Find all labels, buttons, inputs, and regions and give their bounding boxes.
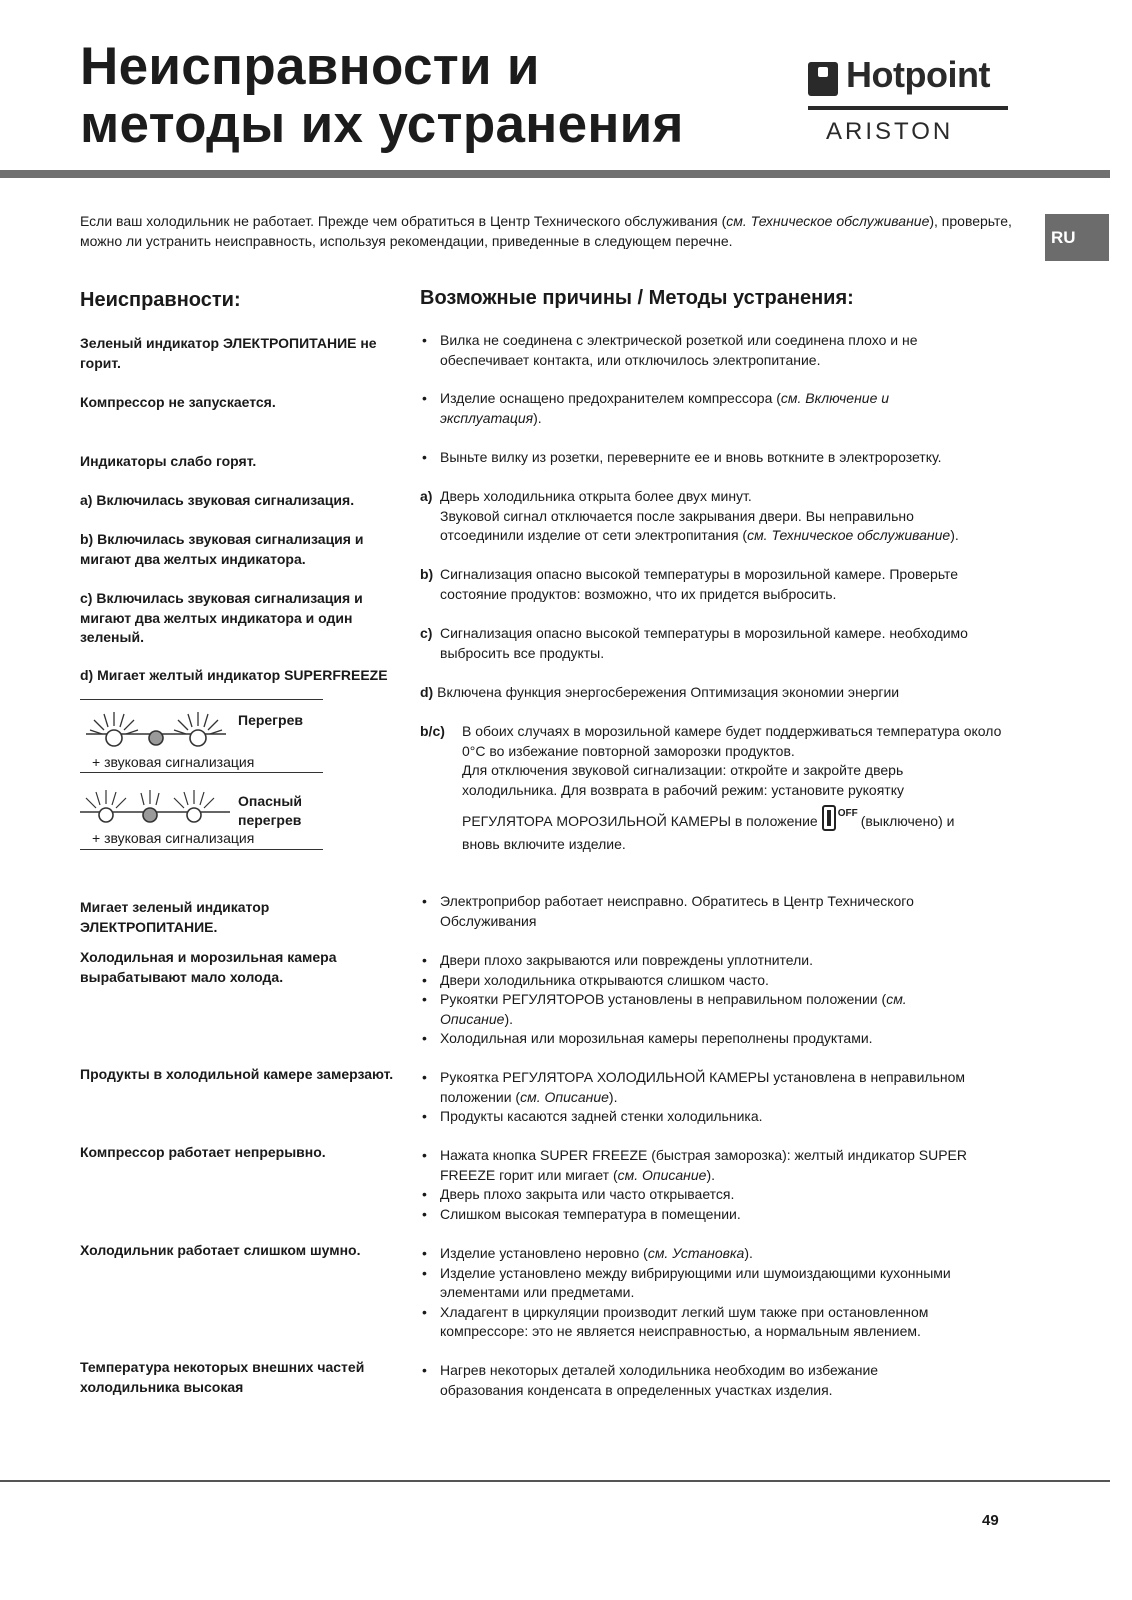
overheat-note: + звуковая сигнализация xyxy=(92,754,255,770)
brand-name: Hotpoint xyxy=(846,54,990,95)
overheat-indicators-icon xyxy=(86,706,226,752)
problem-power-indicator-blinks: Мигает зеленый индикатор ЭЛЕКТРОПИТАНИЕ. xyxy=(80,899,270,935)
solution-bc-text-4: (выключено) и xyxy=(860,813,955,829)
problem-indicators-dim: Индикаторы слабо горят. xyxy=(80,453,257,469)
problem-low-cooling: Холодильная и морозильная камера вырабатывают мало холода. xyxy=(80,949,337,985)
solution-10-item-2: • Продукты касаются задней стенки холодильника. xyxy=(420,1107,1010,1127)
problem-alarm-b: b) Включилась звуковая сигнализация и мигают два желтых индикатора. xyxy=(80,531,364,567)
problems-heading: Неисправности: xyxy=(80,289,241,311)
solution-2-ref: см. Включение и эксплуатация xyxy=(440,390,890,426)
solution-12-item-2: • Изделие установлено между вибрирующими или шумоиздающими кухонными элементами или предметами. xyxy=(420,1264,990,1303)
solution-10 xyxy=(420,1068,1010,1127)
solution-12 xyxy=(420,1244,990,1342)
solution-9-item-1: • Двери плохо закрываются или повреждены уплотнители. xyxy=(420,951,960,971)
page-title-line-2: методы их устранения xyxy=(80,95,684,154)
solution-a-key: a) xyxy=(420,488,433,504)
solution-13-item: • Нагрев некоторых деталей холодильника необходим во избежание образования конденсата в определенных участках изделия. xyxy=(420,1361,940,1400)
freezer-knob-icon xyxy=(822,805,836,831)
page-title-line-1: Неисправности и xyxy=(80,37,540,96)
solution-8 xyxy=(420,892,980,931)
solution-11 xyxy=(420,1146,1010,1224)
brand-mark-icon xyxy=(808,62,838,96)
solution-2 xyxy=(420,389,960,428)
solution-bc-line-2: Для отключения звуковой сигнализации: откройте и закройте дверь холодильника. Для возврата в рабочий режим: установите рукоятку xyxy=(462,762,904,798)
solution-12-end-1: ). xyxy=(744,1245,753,1261)
solution-2-end: ). xyxy=(533,409,542,426)
solution-a xyxy=(420,487,1010,546)
solution-12-ref-1: см. Установка xyxy=(647,1245,745,1261)
page-title xyxy=(80,38,780,154)
solution-9 xyxy=(420,951,960,1049)
brand-rule xyxy=(808,106,1008,110)
solution-b-item xyxy=(420,565,960,604)
footer-divider xyxy=(0,1480,1110,1482)
solution-2-item xyxy=(420,389,960,428)
solution-d-text: Включена функция энергосбережения Оптимизация экономии энергии xyxy=(437,684,900,700)
solution-10-end-1: ). xyxy=(608,1088,618,1105)
solution-a-item xyxy=(420,487,1010,546)
solution-a-line-2 xyxy=(440,507,1000,546)
solution-bc-item xyxy=(420,722,1010,854)
overheat-label: Перегрев xyxy=(238,712,303,728)
indicator-table-top-rule xyxy=(80,699,323,700)
danger-led-middle xyxy=(141,790,159,822)
solution-11-item-1 xyxy=(420,1146,1010,1185)
solution-bc-key: b/c) xyxy=(420,723,445,739)
solution-a-end: ). xyxy=(950,527,959,543)
indicator-table-mid-rule xyxy=(80,772,323,773)
solution-8-item: • Электроприбор работает неисправно. Обратитесь в Центр Технического Обслуживания xyxy=(420,892,980,931)
solution-c-item xyxy=(420,624,1010,663)
solution-bc-text-3: РЕГУЛЯТОРА МОРОЗИЛЬНОЙ КАМЕРЫ в положение xyxy=(462,813,818,829)
solution-3 xyxy=(420,448,1010,468)
danger-overheat-indicators-icon xyxy=(80,782,230,828)
danger-led-right xyxy=(174,790,214,822)
page-number: 49 xyxy=(982,1512,999,1529)
solution-b xyxy=(420,565,960,604)
danger-overheat-label: Опасный перегрев xyxy=(238,793,302,828)
intro-text: Если ваш холодильник не работает. Прежде чем обратиться в Центр Технического обслуживания ( xyxy=(80,213,727,229)
solution-13 xyxy=(420,1361,940,1400)
language-badge: RU xyxy=(1045,214,1109,261)
solution-1 xyxy=(420,331,980,370)
solution-9-item-2: • Двери холодильника открываются слишком часто. xyxy=(420,971,960,991)
solution-b-text: Сигнализация опасно высокой температуры в морозильной камере. Проверьте состояние продуктов: возможно, что их придется выбросить. xyxy=(440,566,959,602)
solution-11-end-1: ). xyxy=(706,1166,716,1183)
solution-9-end-3: ). xyxy=(504,1010,514,1027)
solution-9-item-3 xyxy=(420,990,960,1029)
solution-10-text-1: Рукоятка РЕГУЛЯТОРА ХОЛОДИЛЬНОЙ КАМЕРЫ установлена в неправильном положении ( xyxy=(440,1069,966,1105)
solution-1-item: • Вилка не соединена с электрической розеткой или соединена плохо и не обеспечивает контакта, или отключилось электропитание. xyxy=(420,331,980,370)
solution-d xyxy=(420,683,1010,703)
intro-text-end: ), проверьте, можно ли устранить неисправность, используя рекомендации, приведенные в следующем перечне. xyxy=(80,213,1012,249)
solution-11-item-3: • Слишком высокая температура в помещении. xyxy=(420,1205,1010,1225)
indicator-table-bottom-rule xyxy=(80,849,323,850)
solution-12-item-3: • Хладагент в циркуляции производит легкий шум также при остановленном компрессоре: это не является неисправностью, а нормальным явлением. xyxy=(420,1303,990,1342)
intro-paragraph xyxy=(80,211,1040,251)
problem-food-freezing: Продукты в холодильной камере замерзают. xyxy=(80,1066,394,1082)
danger-overheat-note: + звуковая сигнализация xyxy=(92,830,255,846)
solution-a-text: Звуковой сигнал отключается после закрывания двери. Вы неправильно отсоединили изделие от сети электропитания ( xyxy=(440,507,914,543)
problem-power-indicator-off: Зеленый индикатор ЭЛЕКТРОПИТАНИЕ не горит. xyxy=(80,335,377,371)
solution-d-key: d) xyxy=(420,684,434,700)
solution-a-ref: см. Техническое обслуживание xyxy=(747,527,951,543)
solution-bc-line-3 xyxy=(462,804,1010,832)
solution-bc-line-1: В обоих случаях в морозильной камере будет поддерживаться температура около 0°С во избежание повторной заморозки продуктов. xyxy=(462,723,1002,759)
solution-10-ref-1: см. Описание xyxy=(520,1088,609,1105)
brand-sub: ARISTON xyxy=(826,118,954,145)
solution-c-text: Сигнализация опасно высокой температуры в морозильной камере. необходимо выбросить все продукты. xyxy=(440,625,968,661)
intro-ref: см. Техническое обслуживание xyxy=(726,213,930,229)
solution-3-item: • Выньте вилку из розетки, переверните ее и вновь воткните в электророзетку. xyxy=(420,448,1010,468)
problem-alarm-c: c) Включилась звуковая сигнализация и мигают два желтых индикатора и один зеленый. xyxy=(80,590,363,645)
solution-c xyxy=(420,624,1010,663)
off-label: OFF xyxy=(837,808,858,819)
header-divider xyxy=(0,170,1110,178)
solution-a-line-1: Дверь холодильника открыта более двух минут. xyxy=(440,488,752,504)
solution-10-item-1 xyxy=(420,1068,1010,1107)
solution-bc-line-5: вновь включите изделие. xyxy=(462,835,626,852)
solution-12-item-1 xyxy=(420,1244,990,1264)
solution-bc xyxy=(420,722,1010,854)
problem-compressor-continuous: Компрессор работает непрерывно. xyxy=(80,1144,326,1160)
indicator-led-middle xyxy=(149,731,163,745)
solution-9-item-4: • Холодильная или морозильная камеры переполнены продуктами. xyxy=(420,1029,960,1049)
solution-2-text: Изделие оснащено предохранителем компрессора ( xyxy=(440,390,781,406)
solutions-heading: Возможные причины / Методы устранения: xyxy=(420,287,854,309)
problem-hot-external-parts: Температура некоторых внешних частей холодильника высокая xyxy=(80,1359,365,1395)
brand-logo xyxy=(808,54,1008,148)
solution-b-key: b) xyxy=(420,566,434,582)
problem-superfreeze-d: d) Мигает желтый индикатор SUPERFREEZE xyxy=(80,667,388,683)
problem-compressor-not-start: Компрессор не запускается. xyxy=(80,394,276,410)
solution-c-key: c) xyxy=(420,625,433,641)
danger-led-left xyxy=(86,790,126,822)
solution-11-ref-1: см. Описание xyxy=(617,1166,707,1183)
solution-9-text-3: Рукоятки РЕГУЛЯТОРОВ установлены в неправильном положении ( xyxy=(440,991,887,1007)
solution-12-text-1: Изделие установлено неровно ( xyxy=(440,1245,648,1261)
indicator-led-left xyxy=(90,712,138,746)
solution-9-ref-3: см. Описание xyxy=(440,991,907,1027)
problem-alarm-a: a) Включилась звуковая сигнализация. xyxy=(80,492,355,508)
solution-11-item-2: • Дверь плохо закрыта или часто открывается. xyxy=(420,1185,1010,1205)
indicator-led-right xyxy=(174,712,222,746)
solution-11-text-1: Нажата кнопка SUPER FREEZE (быстрая заморозка): желтый индикатор SUPER FREEZE горит или мигает ( xyxy=(440,1147,967,1183)
problem-noisy: Холодильник работает слишком шумно. xyxy=(80,1242,361,1258)
